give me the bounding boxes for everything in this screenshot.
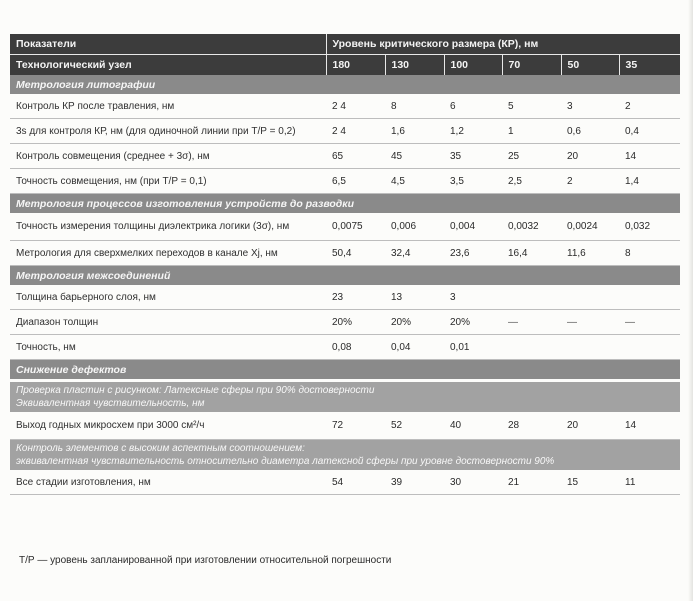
cell-value: 13 — [385, 285, 444, 310]
table-row — [10, 335, 680, 360]
row-label: Точность, нм — [10, 335, 326, 360]
cell-value: 30 — [444, 470, 502, 495]
cell-value: 21 — [502, 470, 561, 495]
table-row — [10, 285, 680, 310]
table-row — [10, 310, 680, 335]
cell-value: 0,6 — [561, 119, 619, 144]
cell-value: 28 — [502, 412, 561, 440]
cell-value: 1,4 — [619, 169, 680, 194]
cell-value: 14 — [619, 144, 680, 169]
node-value: 180 — [326, 55, 385, 76]
cell-value: 1,6 — [385, 119, 444, 144]
subsection-line: Эквивалентная чувствительность, нм — [16, 398, 205, 409]
cell-value: 0,0032 — [502, 213, 561, 241]
table-row — [10, 470, 680, 495]
subsection-title — [10, 440, 680, 471]
cell-value: 65 — [326, 144, 385, 169]
subsection-line: Проверка пластин с рисунком: Латексные сферы при 90% достоверности — [16, 385, 375, 396]
row-label: Точность совмещения, нм (при Т/Р = 0,1) — [10, 169, 326, 194]
table-row — [10, 144, 680, 169]
cell-value: 5 — [502, 94, 561, 119]
subsection-line: Контроль элементов с высоким аспектным соотношением: — [16, 443, 305, 454]
cell-value — [561, 335, 619, 360]
subsection-title — [10, 382, 680, 412]
cell-value: 1,2 — [444, 119, 502, 144]
cell-value: 20 — [561, 412, 619, 440]
indicators-label: Показатели — [10, 34, 326, 55]
cell-value: 0,0075 — [326, 213, 385, 241]
section-header — [10, 75, 680, 94]
cell-value: 23,6 — [444, 241, 502, 266]
cell-value: 2,5 — [502, 169, 561, 194]
cell-value: 2 4 — [326, 94, 385, 119]
cell-value — [619, 335, 680, 360]
cell-value: 20% — [326, 310, 385, 335]
table-row — [10, 169, 680, 194]
cell-value: 0,01 — [444, 335, 502, 360]
cell-value: 16,4 — [502, 241, 561, 266]
section-title: Метрология литографии — [10, 75, 680, 94]
cell-value: 0,004 — [444, 213, 502, 241]
cell-value: 40 — [444, 412, 502, 440]
cell-value: 6,5 — [326, 169, 385, 194]
subsection-line: эквивалентная чувствительность относительно диаметра латексной сферы при уровне достоверности 90% — [16, 456, 555, 467]
cell-value: 11 — [619, 470, 680, 495]
row-label: Метрология для сверхмелких переходов в канале Xj, нм — [10, 241, 326, 266]
cell-value: 52 — [385, 412, 444, 440]
cell-value: 11,6 — [561, 241, 619, 266]
row-label: Толщина барьерного слоя, нм — [10, 285, 326, 310]
critical-size-level-label: Уровень критического размера (КР), нм — [326, 34, 680, 55]
subsection-header — [10, 440, 680, 471]
section-title: Метрология межсоединений — [10, 266, 680, 286]
cell-value: 15 — [561, 470, 619, 495]
metrology-table — [10, 34, 680, 495]
section-header — [10, 360, 680, 380]
table-row — [10, 241, 680, 266]
cell-value: 2 — [619, 94, 680, 119]
row-label: 3s для контроля КР, нм (для одиночной линии при Т/Р = 0,2) — [10, 119, 326, 144]
cell-value: 20% — [385, 310, 444, 335]
node-value: 70 — [502, 55, 561, 76]
cell-value — [561, 285, 619, 310]
cell-value — [619, 285, 680, 310]
section-title: Снижение дефектов — [10, 360, 680, 380]
cell-value: 0,0024 — [561, 213, 619, 241]
metrology-table-document — [10, 34, 680, 495]
cell-value: 45 — [385, 144, 444, 169]
cell-value: 14 — [619, 412, 680, 440]
cell-value: — — [619, 310, 680, 335]
row-label: Выход годных микросхем при 3000 см²/ч — [10, 412, 326, 440]
section-header — [10, 266, 680, 286]
row-label: Контроль совмещения (среднее + 3σ), нм — [10, 144, 326, 169]
cell-value: 0,032 — [619, 213, 680, 241]
footnote: Т/Р — уровень запланированной при изготовлении относительной погрешности — [19, 555, 392, 566]
node-value: 35 — [619, 55, 680, 76]
cell-value: — — [561, 310, 619, 335]
node-value: 100 — [444, 55, 502, 76]
node-value: 50 — [561, 55, 619, 76]
cell-value: 32,4 — [385, 241, 444, 266]
subsection-header — [10, 382, 680, 412]
cell-value: 2 4 — [326, 119, 385, 144]
cell-value: — — [502, 310, 561, 335]
cell-value: 0,4 — [619, 119, 680, 144]
cell-value: 35 — [444, 144, 502, 169]
header-row-indicators — [10, 34, 680, 55]
cell-value: 20 — [561, 144, 619, 169]
row-label: Контроль КР после травления, нм — [10, 94, 326, 119]
cell-value: 1 — [502, 119, 561, 144]
table-row — [10, 412, 680, 440]
row-label: Все стадии изготовления, нм — [10, 470, 326, 495]
cell-value: 4,5 — [385, 169, 444, 194]
cell-value: 50,4 — [326, 241, 385, 266]
section-header — [10, 194, 680, 214]
cell-value: 3 — [444, 285, 502, 310]
cell-value: 2 — [561, 169, 619, 194]
cell-value: 25 — [502, 144, 561, 169]
cell-value: 6 — [444, 94, 502, 119]
cell-value: 0,006 — [385, 213, 444, 241]
cell-value: 39 — [385, 470, 444, 495]
cell-value: 20% — [444, 310, 502, 335]
cell-value — [502, 335, 561, 360]
table-row — [10, 94, 680, 119]
cell-value: 72 — [326, 412, 385, 440]
technology-node-label: Технологический узел — [10, 55, 326, 76]
header-row-nodes — [10, 55, 680, 76]
cell-value: 0,08 — [326, 335, 385, 360]
cell-value: 8 — [385, 94, 444, 119]
cell-value: 23 — [326, 285, 385, 310]
cell-value: 54 — [326, 470, 385, 495]
cell-value: 3 — [561, 94, 619, 119]
cell-value: 0,04 — [385, 335, 444, 360]
section-title: Метрология процессов изготовления устройств до разводки — [10, 194, 680, 214]
node-value: 130 — [385, 55, 444, 76]
cell-value: 8 — [619, 241, 680, 266]
cell-value — [502, 285, 561, 310]
table-row — [10, 213, 680, 241]
row-label: Точность измерения толщины диэлектрика логики (3σ), нм — [10, 213, 326, 241]
row-label: Диапазон толщин — [10, 310, 326, 335]
cell-value: 3,5 — [444, 169, 502, 194]
page-edge-shadow — [688, 0, 693, 601]
table-row — [10, 119, 680, 144]
